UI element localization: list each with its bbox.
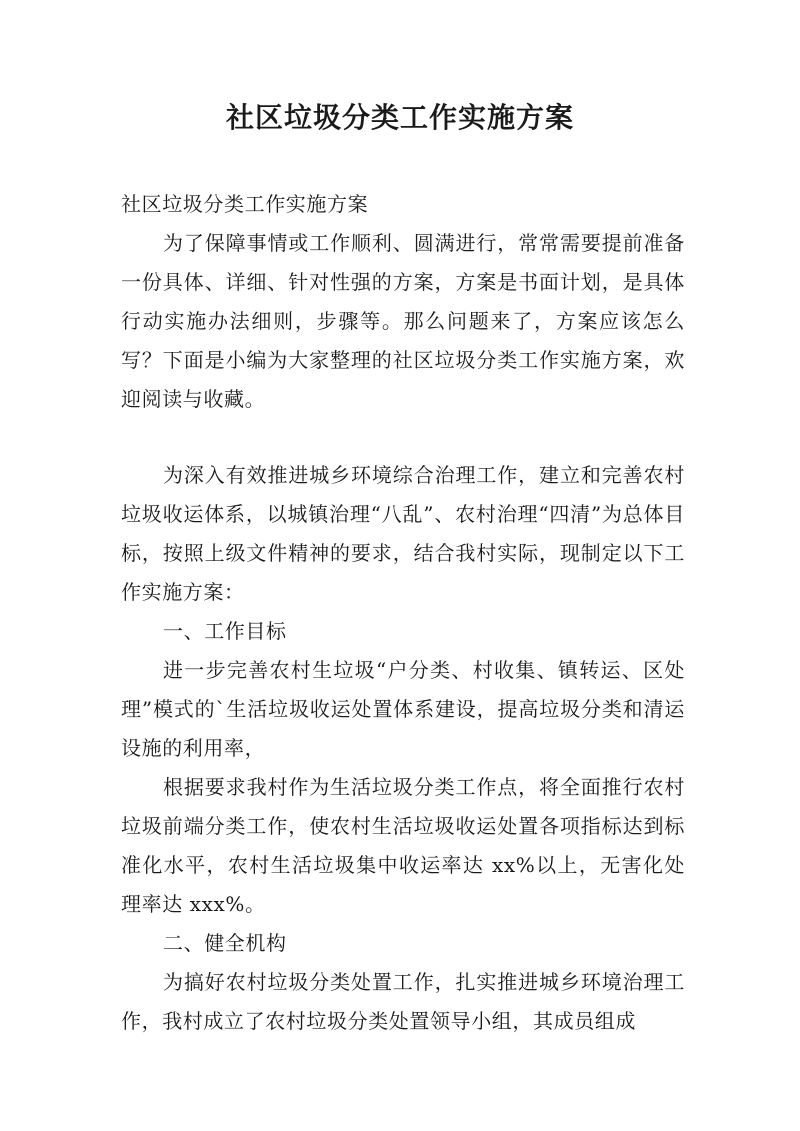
document-title: 社区垃圾分类工作实施方案 (225, 101, 574, 134)
paragraph-requirements: 根据要求我村作为生活垃圾分类工作点，将全面推行农村垃圾前端分类工作，使农村生活垃圾收运处置各项指标达到标准化水平，农村生活垃圾集中收运率达 xx%以上，无害化处理率达 xxx%。 (121, 775, 685, 916)
section-heading-organization: 二、健全机构 (163, 931, 287, 955)
paragraph-gap (121, 419, 685, 456)
section-heading-goals: 一、工作目标 (163, 619, 287, 643)
paragraph-goals: 进一步完善农村生垃圾“户分类、村收集、镇转运、区处理”模式的`生活垃圾收运处置体系建设，提高垃圾分类和清运设施的利用率， (121, 658, 685, 760)
paragraph-intro: 为了保障事情或工作顺利、圆满进行，常常需要提前准备一份具体、详细、针对性强的方案，方案是书面计划，是具体行动实施办法细则，步骤等。那么问题来了，方案应该怎么写？下面是小编为大家整理的社区垃圾分类工作实施方案，欢迎阅读与收藏。 (121, 231, 685, 411)
document-body (121, 185, 685, 1041)
document-subtitle: 社区垃圾分类工作实施方案 (121, 192, 369, 216)
paragraph-background: 为深入有效推进城乡环境综合治理工作，建立和完善农村垃圾收运体系，以城镇治理“八乱”、农村治理“四清”为总体目标，按照上级文件精神的要求，结合我村实际，现制定以下工作实施方案： (121, 463, 685, 604)
paragraph-organization: 为搞好农村垃圾分类处置工作，扎实推进城乡环境治理工作，我村成立了农村垃圾分类处置领导小组，其成员组成 (121, 970, 685, 1033)
